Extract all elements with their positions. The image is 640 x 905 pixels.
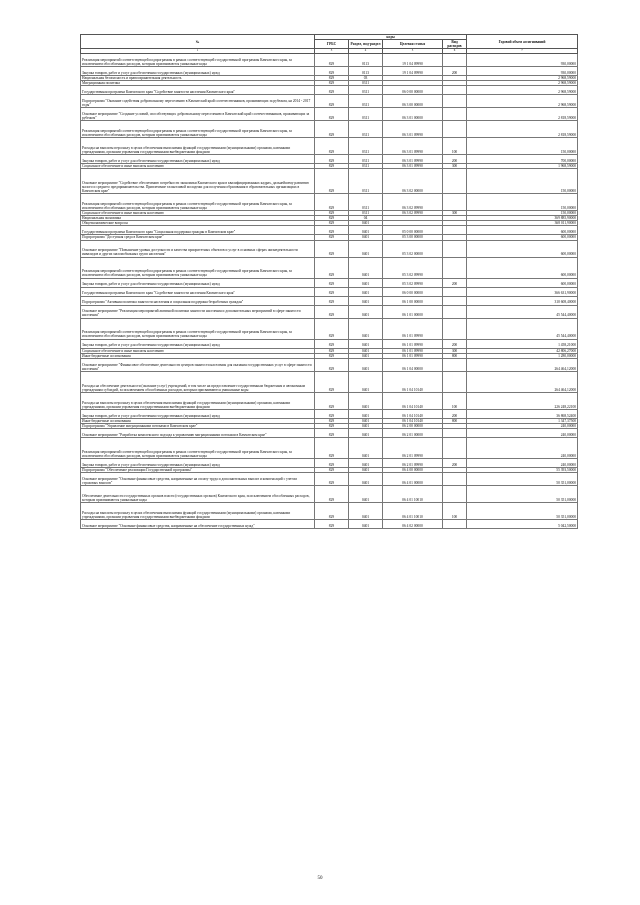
row-amount: 50 351,00000: [467, 473, 578, 486]
row-target-code: 06 4 01 00000: [383, 473, 443, 486]
row-description: Расходы на выплаты персоналу в целях обеспечения выполнения функций государственными (муниципальными) органами, казенными учреждениями, органами управления государственными внебюджетными фондами: [81, 503, 315, 520]
row-description: Национальная экономика: [81, 216, 315, 221]
row-amount: 36 868,52400: [467, 409, 578, 418]
row-amount: 1 280,00000: [467, 353, 578, 358]
row-target-code: 06 1 00 00000: [383, 296, 443, 305]
row-amount: 2 968,59000: [467, 75, 578, 80]
row-grbs-code: 829: [315, 339, 349, 348]
row-section-code: 0401: [349, 353, 383, 358]
row-section-code: 0311: [349, 164, 383, 169]
row-grbs-code: 829: [315, 53, 349, 66]
row-description: Основное мероприятие "Содействие обеспечению потребности экономики Камчатского края в квалифицированных кадрах, дальнейшему развитию малого и среднего предпринимательства. Привлечение талантливой молодежи для получения образования в образовательных организациях в Камчатском крае": [81, 169, 315, 194]
row-expense-type-code: [443, 53, 467, 66]
table-row: [81, 520, 578, 529]
row-grbs-code: 829: [315, 520, 349, 529]
row-grbs-code: 829: [315, 318, 349, 339]
row-section-code: 0311: [349, 80, 383, 85]
row-expense-type-code: [443, 95, 467, 108]
row-section-code: 0311: [349, 108, 383, 121]
row-description: Общеэкономические вопросы: [81, 221, 315, 226]
row-grbs-code: 829: [315, 235, 349, 240]
row-grbs-code: 829: [315, 278, 349, 287]
row-description: Подпрограмма "Доступная среда в Камчатском крае": [81, 235, 315, 240]
row-amount: 310 608,40000: [467, 296, 578, 305]
row-amount: 264 464,12000: [467, 358, 578, 371]
row-section-code: 0401: [349, 348, 383, 353]
row-target-code: 06 1 04 10140: [383, 371, 443, 392]
row-grbs-code: 829: [315, 155, 349, 164]
row-target-code: 06 2 00 00000: [383, 423, 443, 428]
row-section-code: 0401: [349, 305, 383, 318]
row-amount: 150,00000: [467, 194, 578, 211]
row-grbs-code: 829: [315, 486, 349, 503]
row-expense-type-code: 200: [443, 458, 467, 467]
row-grbs-code: 829: [315, 138, 349, 155]
table-row: [81, 409, 578, 418]
column-index: 6: [443, 49, 467, 54]
row-amount: 930,00000: [467, 66, 578, 75]
row-description: Национальная безопасность и правоохранительная деятельность: [81, 75, 315, 80]
row-description: Закупка товаров, работ и услуг для обеспечения государственных (муниципальных) нужд: [81, 339, 315, 348]
row-amount: 45 544,40000: [467, 305, 578, 318]
row-section-code: 0401: [349, 339, 383, 348]
table-row: [81, 240, 578, 257]
row-target-code: 06 3 01 00000: [383, 108, 443, 121]
row-grbs-code: 829: [315, 437, 349, 458]
table-row: [81, 169, 578, 194]
row-description: Реализация мероприятий соответствующей подпрограммы в рамках соответствующей государственной программы Камчатского края, за исключением обособленных расходов, которым присваиваются уникальные коды: [81, 53, 315, 66]
table-row: [81, 358, 578, 371]
row-section-code: 0401: [349, 473, 383, 486]
table-row: [81, 278, 578, 287]
row-description: Закупка товаров, работ и услуг для обеспечения государственных (муниципальных) нужд: [81, 155, 315, 164]
row-target-code: 06 1 04 00000: [383, 358, 443, 371]
row-grbs-code: 829: [315, 296, 349, 305]
row-description: Расходы на выплаты персоналу в целях обеспечения выполнения функций государственными (муниципальными) органами, казенными учреждениями, органами управления государственными внебюджетными фондами: [81, 392, 315, 409]
row-grbs-code: 829: [315, 392, 349, 409]
row-amount: 930,00000: [467, 53, 578, 66]
row-expense-type-code: [443, 428, 467, 437]
row-expense-type-code: [443, 371, 467, 392]
row-grbs-code: 829: [315, 95, 349, 108]
row-target-code: 06 4 02 00000: [383, 520, 443, 529]
row-grbs-code: 829: [315, 418, 349, 423]
row-target-code: 06 1 04 10140: [383, 392, 443, 409]
row-target-code: 05 3 02 00000: [383, 240, 443, 257]
budget-table: [80, 34, 578, 529]
row-amount: 240,00000: [467, 428, 578, 437]
row-target-code: 06 2 01 09990: [383, 458, 443, 467]
row-section-code: 0401: [349, 287, 383, 296]
row-amount: 2 818,59000: [467, 121, 578, 138]
row-section-code: 0401: [349, 240, 383, 257]
row-description: Подпрограмма "Управление миграционными потоками в Камчатском крае": [81, 423, 315, 428]
row-amount: 600,00000: [467, 235, 578, 240]
row-section-code: 0401: [349, 418, 383, 423]
table-row: [81, 257, 578, 278]
row-section-code: 0401: [349, 458, 383, 467]
row-amount: 150,00000: [467, 211, 578, 216]
row-amount: 600,00000: [467, 278, 578, 287]
row-grbs-code: 829: [315, 240, 349, 257]
row-amount: 150,00000: [467, 138, 578, 155]
row-expense-type-code: 100: [443, 138, 467, 155]
row-grbs-code: 829: [315, 348, 349, 353]
row-expense-type-code: [443, 86, 467, 95]
row-expense-type-code: 200: [443, 409, 467, 418]
table-row: [81, 86, 578, 95]
row-description: Социальное обеспечение и иные выплаты населению: [81, 211, 315, 216]
row-description: Основное мероприятие "Повышение уровня доступности и качества приоритетных объектов и услуг в основных сферах жизнедеятельности инвалидов и других маломобильных групп населения": [81, 240, 315, 257]
row-target-code: 06 3 00 00000: [383, 95, 443, 108]
row-section-code: 0401: [349, 278, 383, 287]
row-description: Государственная программа Камчатского края "Содействие занятости населения Камчатского края": [81, 86, 315, 95]
row-expense-type-code: 200: [443, 278, 467, 287]
row-grbs-code: 829: [315, 358, 349, 371]
row-section-code: 0401: [349, 371, 383, 392]
row-expense-type-code: 300: [443, 348, 467, 353]
row-section-code: 0311: [349, 95, 383, 108]
row-section-code: 0401: [349, 486, 383, 503]
table-row: [81, 66, 578, 75]
row-description: Социальное обеспечение и иные выплаты населению: [81, 164, 315, 169]
row-grbs-code: 829: [315, 428, 349, 437]
row-description: Государственная программа Камчатского края "Социальная поддержка граждан в Камчатском крае": [81, 226, 315, 235]
row-expense-type-code: [443, 240, 467, 257]
row-grbs-code: 829: [315, 287, 349, 296]
row-section-code: 0401: [349, 467, 383, 472]
row-description: Реализация мероприятий соответствующей подпрограммы в рамках соответствующей государственной программы Камчатского края, за исключением обособленных расходов, которым присваиваются уникальные коды: [81, 257, 315, 278]
row-target-code: 06 3 02 09990: [383, 194, 443, 211]
row-amount: 1 347,37500: [467, 418, 578, 423]
row-grbs-code: 829: [315, 211, 349, 216]
row-grbs-code: 829: [315, 121, 349, 138]
row-section-code: 0311: [349, 121, 383, 138]
row-expense-type-code: [443, 520, 467, 529]
row-description: Расходы на выплаты персоналу в целях обеспечения выполнения функций государственными (муниципальными) органами, казенными учреждениями, органами управления государственными внебюджетными фондами: [81, 138, 315, 155]
row-target-code: 06 1 04 10140: [383, 409, 443, 418]
row-amount: 226 248,22100: [467, 392, 578, 409]
table-row: [81, 318, 578, 339]
row-target-code: 06 4 01 10010: [383, 503, 443, 520]
row-section-code: 0311: [349, 86, 383, 95]
row-grbs-code: 829: [315, 108, 349, 121]
row-expense-type-code: [443, 287, 467, 296]
row-expense-type-code: [443, 358, 467, 371]
row-description: Реализация мероприятий соответствующей подпрограммы в рамках соответствующей государственной программы Камчатского края, за исключением обособленных расходов, которым присваиваются уникальные коды: [81, 194, 315, 211]
row-amount: 1 458,21000: [467, 339, 578, 348]
row-target-code: 06 3 02 00000: [383, 169, 443, 194]
row-target-code: 06 2 01 09990: [383, 437, 443, 458]
row-target-code: 06 0 00 00000: [383, 287, 443, 296]
column-index: 3: [315, 49, 349, 54]
table-row: [81, 428, 578, 437]
row-description: Закупка товаров, работ и услуг для обеспечения государственных (муниципальных) нужд: [81, 66, 315, 75]
row-expense-type-code: [443, 194, 467, 211]
table-row: [81, 155, 578, 164]
table-row: [81, 95, 578, 108]
row-section-code: 0401: [349, 358, 383, 371]
row-section-code: 0401: [349, 235, 383, 240]
row-grbs-code: 829: [315, 305, 349, 318]
row-target-code: 06 4 00 00000: [383, 467, 443, 472]
row-expense-type-code: [443, 473, 467, 486]
row-amount: 264 464,12000: [467, 371, 578, 392]
row-description: Подпрограмма "Оказание содействия добровольному переселению в Камчатский край соотечественников, проживающих за рубежом, на 2014 - 2017 годы": [81, 95, 315, 108]
row-grbs-code: 829: [315, 86, 349, 95]
header-expense-type: Вид расходов: [443, 40, 467, 49]
row-grbs-code: 829: [315, 257, 349, 278]
row-grbs-code: 829: [315, 226, 349, 235]
row-section-code: 0401: [349, 520, 383, 529]
row-description: Реализация мероприятий соответствующей подпрограммы в рамках соответствующей государственной программы Камчатского края, за исключением обособленных расходов, которым присваиваются уникальные коды: [81, 437, 315, 458]
row-amount: 600,00000: [467, 257, 578, 278]
table-row: [81, 486, 578, 503]
row-target-code: 06 3 01 09990: [383, 138, 443, 155]
row-description: Основное мероприятие "Разработка комплексного подхода к управлению миграционными потоками в Камчатском крае": [81, 428, 315, 437]
table-row: [81, 296, 578, 305]
row-description: Государственная программа Камчатского края "Содействие занятости населения Камчатского края": [81, 287, 315, 296]
column-index: 7: [467, 49, 578, 54]
row-target-code: 06 1 01 09990: [383, 339, 443, 348]
header-codes: коды: [315, 35, 467, 40]
row-description: Основное мероприятие "Основные финансовые средства, направленные на оплату труда и дополнительных выплат и компенсаций с учетом страховых взносов": [81, 473, 315, 486]
row-target-code: 06 4 01 10010: [383, 486, 443, 503]
row-grbs-code: 829: [315, 423, 349, 428]
row-amount: 368 011,90000: [467, 221, 578, 226]
row-amount: 600,00000: [467, 226, 578, 235]
table-row: [81, 339, 578, 348]
row-target-code: 05 3 02 09990: [383, 278, 443, 287]
row-section-code: 0113: [349, 53, 383, 66]
row-grbs-code: 829: [315, 409, 349, 418]
row-target-code: 06 3 01 09990: [383, 121, 443, 138]
row-grbs-code: 829: [315, 194, 349, 211]
row-expense-type-code: 800: [443, 418, 467, 423]
row-amount: 369 885,90000: [467, 216, 578, 221]
row-description: Миграционная политика: [81, 80, 315, 85]
row-description: Социальное обеспечение и иные выплаты населению: [81, 348, 315, 353]
column-index: 1: [81, 49, 315, 54]
row-expense-type-code: [443, 486, 467, 503]
row-target-code: 06 1 01 00000: [383, 305, 443, 318]
row-target-code: 06 1 04 10140: [383, 418, 443, 423]
row-grbs-code: 829: [315, 216, 349, 221]
row-amount: 50 351,00000: [467, 486, 578, 503]
row-target-code: 06 1 01 09990: [383, 318, 443, 339]
row-amount: 150,00000: [467, 169, 578, 194]
row-section-code: 0311: [349, 211, 383, 216]
row-amount: 1 968,59000: [467, 164, 578, 169]
row-expense-type-code: [443, 169, 467, 194]
row-expense-type-code: [443, 108, 467, 121]
row-expense-type-code: 200: [443, 155, 467, 164]
row-amount: 45 544,40000: [467, 318, 578, 339]
column-index: 5: [383, 49, 443, 54]
row-expense-type-code: [443, 226, 467, 235]
row-target-code: 19 1 04 09990: [383, 53, 443, 66]
row-target-code: 06 0 00 00000: [383, 86, 443, 95]
row-description: Закупка товаров, работ и услуг для обеспечения государственных (муниципальных) нужд: [81, 278, 315, 287]
row-section-code: 0401: [349, 423, 383, 428]
row-target-code: 06 3 01 09990: [383, 155, 443, 164]
row-description: Закупка товаров, работ и услуг для обеспечения государственных (муниципальных) нужд: [81, 409, 315, 418]
row-amount: 700,00000: [467, 155, 578, 164]
row-target-code: 05 3 00 00000: [383, 235, 443, 240]
row-section-code: 0401: [349, 428, 383, 437]
row-section-code: 0311: [349, 138, 383, 155]
row-section-code: 0401: [349, 221, 383, 226]
budget-table-sheet: [80, 34, 577, 529]
row-expense-type-code: 100: [443, 392, 467, 409]
row-expense-type-code: 200: [443, 66, 467, 75]
row-description: Иные бюджетные ассигнования: [81, 418, 315, 423]
row-target-code: 06 3 02 09990: [383, 211, 443, 216]
row-grbs-code: 829: [315, 221, 349, 226]
table-row: [81, 53, 578, 66]
row-grbs-code: 829: [315, 503, 349, 520]
row-target-code: 06 2 01 00000: [383, 428, 443, 437]
table-row: [81, 108, 578, 121]
row-target-code: 06 1 01 09990: [383, 353, 443, 358]
row-description: Основное мероприятие "Реализация мероприятий активной политики занятости населения и дополнительных мероприятий в сфере занятости населения": [81, 305, 315, 318]
row-section-code: 0401: [349, 409, 383, 418]
column-index: 4: [349, 49, 383, 54]
row-amount: 42 806,27000: [467, 348, 578, 353]
row-grbs-code: 829: [315, 66, 349, 75]
row-section-code: 0401: [349, 503, 383, 520]
table-row: [81, 503, 578, 520]
row-description: Подпрограмма "Обеспечение реализации Государственной программы": [81, 467, 315, 472]
row-amount: 5 042,50000: [467, 520, 578, 529]
row-target-code: 05 0 00 00000: [383, 226, 443, 235]
row-amount: 55 393,50000: [467, 467, 578, 472]
row-amount: 2 968,59000: [467, 80, 578, 85]
header-number: №: [81, 35, 315, 49]
row-amount: 50 351,00000: [467, 503, 578, 520]
header-target-item: Целевая статья: [383, 40, 443, 49]
row-expense-type-code: [443, 257, 467, 278]
row-section-code: 0401: [349, 392, 383, 409]
row-section-code: 0113: [349, 66, 383, 75]
row-target-code: 05 3 02 09990: [383, 257, 443, 278]
row-amount: 2 968,59000: [467, 95, 578, 108]
row-section-code: 04: [349, 216, 383, 221]
row-expense-type-code: [443, 437, 467, 458]
table-row: [81, 194, 578, 211]
row-description: Расходы на обеспечение деятельности (оказание услуг) учреждений, в том числе на предоставление государственным бюджетным и автономным учреждениям субсидий, за исключением обособленных расходов, которым присваиваются уникальные коды: [81, 371, 315, 392]
row-description: Иные бюджетные ассигнования: [81, 353, 315, 358]
row-grbs-code: 829: [315, 169, 349, 194]
row-expense-type-code: [443, 121, 467, 138]
row-grbs-code: 829: [315, 353, 349, 358]
row-section-code: 0401: [349, 437, 383, 458]
row-section-code: 0311: [349, 194, 383, 211]
row-description: Закупка товаров, работ и услуг для обеспечения государственных (муниципальных) нужд: [81, 458, 315, 467]
row-amount: 240,00000: [467, 458, 578, 467]
row-description: Обеспечение деятельности государственных органов власти (государственных органов) Камчатского края, за исключением обособленных расходов, которым присваиваются уникальные коды: [81, 486, 315, 503]
row-target-code: 19 1 04 09990: [383, 66, 443, 75]
row-expense-type-code: 300: [443, 211, 467, 216]
table-row: [81, 473, 578, 486]
row-grbs-code: 829: [315, 458, 349, 467]
row-section-code: 0401: [349, 257, 383, 278]
table-row: [81, 287, 578, 296]
table-row: [81, 226, 578, 235]
table-row: [81, 138, 578, 155]
row-section-code: 0401: [349, 226, 383, 235]
row-grbs-code: 829: [315, 467, 349, 472]
row-grbs-code: 829: [315, 371, 349, 392]
table-row: [81, 121, 578, 138]
table-row: [81, 305, 578, 318]
row-amount: 2 818,59000: [467, 108, 578, 121]
row-description: Основное мероприятие "Финансовое обеспечение деятельности центров занятости населения для оказания государственных услуг в сфере занятости населения": [81, 358, 315, 371]
row-description: Реализация мероприятий соответствующей подпрограммы в рамках соответствующей государственной программы Камчатского края, за исключением обособленных расходов, которым присваиваются уникальные коды: [81, 121, 315, 138]
row-description: Подпрограмма "Активная политика занятости населения и социальная поддержка безработных граждан": [81, 296, 315, 305]
row-section-code: 0401: [349, 296, 383, 305]
row-expense-type-code: [443, 296, 467, 305]
row-target-code: 06 1 01 09990: [383, 348, 443, 353]
page-number: 50: [317, 876, 323, 881]
row-expense-type-code: [443, 318, 467, 339]
row-section-code: 0311: [349, 169, 383, 194]
table-row: [81, 437, 578, 458]
row-amount: 366 631,90000: [467, 287, 578, 296]
table-row: [81, 458, 578, 467]
row-grbs-code: 829: [315, 473, 349, 486]
row-amount: 600,00000: [467, 240, 578, 257]
row-grbs-code: 829: [315, 80, 349, 85]
row-section-code: 03: [349, 75, 383, 80]
row-description: Основное мероприятие "Основные финансовые средства, направленные на обеспечение государственных нужд": [81, 520, 315, 529]
header-annual-volume: Годовой объем ассигнований: [467, 35, 578, 49]
row-expense-type-code: 200: [443, 339, 467, 348]
row-section-code: 0401: [349, 318, 383, 339]
row-amount: 240,00000: [467, 423, 578, 428]
row-description: Основное мероприятие "Создание условий, способствующих добровольному переселению в Камчатский край соотечественников, проживающих за рубежом": [81, 108, 315, 121]
row-expense-type-code: 300: [443, 164, 467, 169]
row-amount: 240,00000: [467, 437, 578, 458]
table-body: [81, 53, 578, 528]
table-row: [81, 371, 578, 392]
row-section-code: 0311: [349, 155, 383, 164]
row-amount: 2 968,59000: [467, 86, 578, 95]
row-expense-type-code: [443, 305, 467, 318]
row-description: Реализация мероприятий соответствующей подпрограммы в рамках соответствующей государственной программы Камчатского края, за исключением обособленных расходов, которым присваиваются уникальные коды: [81, 318, 315, 339]
table-row: [81, 392, 578, 409]
row-expense-type-code: 800: [443, 353, 467, 358]
header-section: Раздел, под-раздел: [349, 40, 383, 49]
row-expense-type-code: 100: [443, 503, 467, 520]
row-grbs-code: 829: [315, 75, 349, 80]
header-grbs: ГРБС: [315, 40, 349, 49]
row-target-code: 06 3 01 09990: [383, 164, 443, 169]
row-grbs-code: 829: [315, 164, 349, 169]
